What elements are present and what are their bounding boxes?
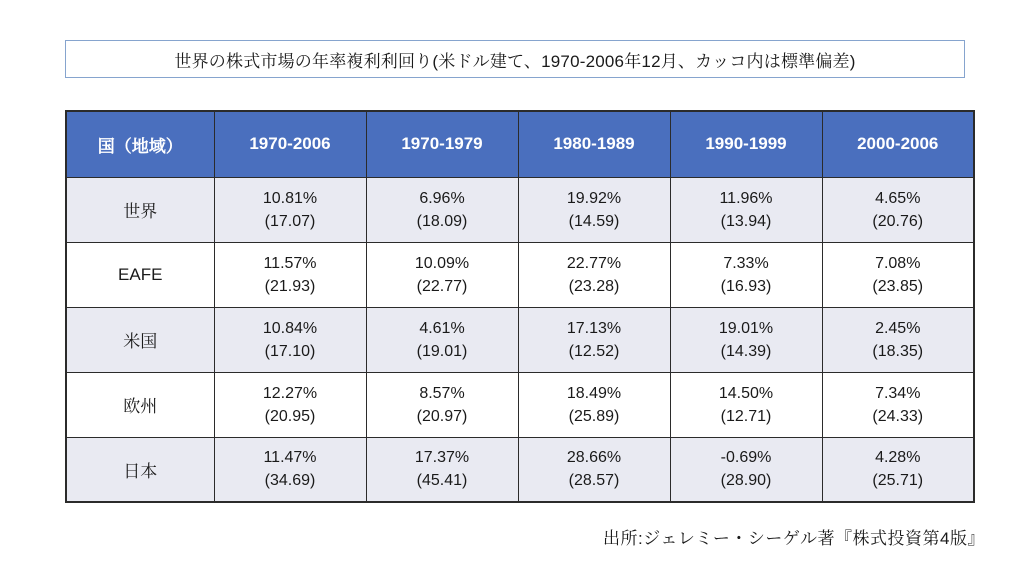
stddev-value: (19.01) [416,342,468,360]
cell-eafe-1980-1989 [518,242,670,307]
return-value: 14.50% [718,384,774,402]
return-value: 7.33% [723,254,769,272]
return-value: 4.61% [419,319,465,337]
row-label-world: 世界 [66,177,214,242]
column-header-1970-1979: 1970-1979 [366,111,518,177]
return-value: 11.96% [719,189,773,207]
cell-japan-2000-2006 [822,437,974,502]
cell-japan-1970-2006 [214,437,366,502]
cell-world-1970-1979 [366,177,518,242]
cell-europe-1970-1979 [366,372,518,437]
return-value: 4.65% [875,189,921,207]
stddev-value: (28.90) [720,472,772,490]
stddev-value: (45.41) [416,472,468,490]
return-value: 10.81% [262,189,318,207]
table-row-japan [66,437,974,502]
column-header-2000-2006: 2000-2006 [822,111,974,177]
stddev-value: (20.95) [264,407,316,425]
returns-table [65,110,975,503]
return-value: 10.84% [262,319,318,337]
stddev-value: (13.94) [720,212,772,230]
stddev-value: (17.07) [264,212,316,230]
cell-eafe-1970-1979 [366,242,518,307]
return-value: 22.77% [566,254,622,272]
stddev-value: (34.69) [264,472,316,490]
stddev-value: (18.09) [416,212,468,230]
stddev-value: (28.57) [568,472,620,490]
title-box [65,40,965,78]
stddev-value: (21.93) [264,277,316,295]
cell-world-1970-2006 [214,177,366,242]
cell-world-2000-2006 [822,177,974,242]
column-header-region: 国（地域） [66,111,214,177]
stddev-value: (24.33) [872,407,924,425]
cell-europe-1990-1999 [670,372,822,437]
return-value: 17.37% [414,449,470,467]
row-label-us: 米国 [66,307,214,372]
stddev-value: (12.71) [720,407,772,425]
cell-world-1990-1999 [670,177,822,242]
return-value: 11.47% [263,449,317,467]
stddev-value: (18.35) [872,342,924,360]
return-value: 4.28% [875,449,921,467]
cell-us-1970-2006 [214,307,366,372]
return-value: 12.27% [262,384,318,402]
cell-us-1990-1999 [670,307,822,372]
header-row [66,111,974,177]
return-value: 19.92% [566,189,622,207]
page-title: 世界の株式市場の年率複利利回り(米ドル建て、1970-2006年12月、カッコ内は標準偏差) [174,51,856,71]
column-header-1980-1989: 1980-1989 [518,111,670,177]
return-value: 8.57% [419,384,465,402]
return-value: -0.69% [720,449,772,467]
table-row-world [66,177,974,242]
cell-world-1980-1989 [518,177,670,242]
cell-europe-1970-2006 [214,372,366,437]
return-value: 6.96% [419,189,465,207]
cell-europe-2000-2006 [822,372,974,437]
cell-japan-1990-1999 [670,437,822,502]
stddev-value: (16.93) [720,277,772,295]
cell-eafe-1970-2006 [214,242,366,307]
stddev-value: (23.85) [872,277,924,295]
cell-japan-1970-1979 [366,437,518,502]
return-value: 7.08% [875,254,921,272]
table-row-europe [66,372,974,437]
stddev-value: (23.28) [568,277,620,295]
cell-eafe-2000-2006 [822,242,974,307]
return-value: 10.09% [414,254,470,272]
column-header-1990-1999: 1990-1999 [670,111,822,177]
stddev-value: (17.10) [264,342,316,360]
row-label-eafe: EAFE [66,242,214,307]
table-row-eafe [66,242,974,307]
stddev-value: (14.59) [568,212,620,230]
return-value: 7.34% [875,384,921,402]
return-value: 28.66% [566,449,622,467]
stddev-value: (14.39) [720,342,772,360]
stddev-value: (12.52) [568,342,620,360]
stddev-value: (25.71) [872,472,924,490]
return-value: 17.13% [566,319,622,337]
source-caption: 出所:ジェレミー・シーゲル著『株式投資第4版』 [603,529,985,548]
column-header-1970-2006: 1970-2006 [214,111,366,177]
stddev-value: (25.89) [568,407,620,425]
cell-japan-1980-1989 [518,437,670,502]
table-row-us [66,307,974,372]
cell-europe-1980-1989 [518,372,670,437]
return-value: 19.01% [718,319,774,337]
stddev-value: (22.77) [416,277,468,295]
row-label-japan: 日本 [66,437,214,502]
cell-us-1970-1979 [366,307,518,372]
row-label-europe: 欧州 [66,372,214,437]
return-value: 18.49% [566,384,622,402]
cell-eafe-1990-1999 [670,242,822,307]
stddev-value: (20.76) [872,212,924,230]
return-value: 11.57% [263,254,317,272]
cell-us-1980-1989 [518,307,670,372]
cell-us-2000-2006 [822,307,974,372]
return-value: 2.45% [875,319,921,337]
stddev-value: (20.97) [416,407,468,425]
